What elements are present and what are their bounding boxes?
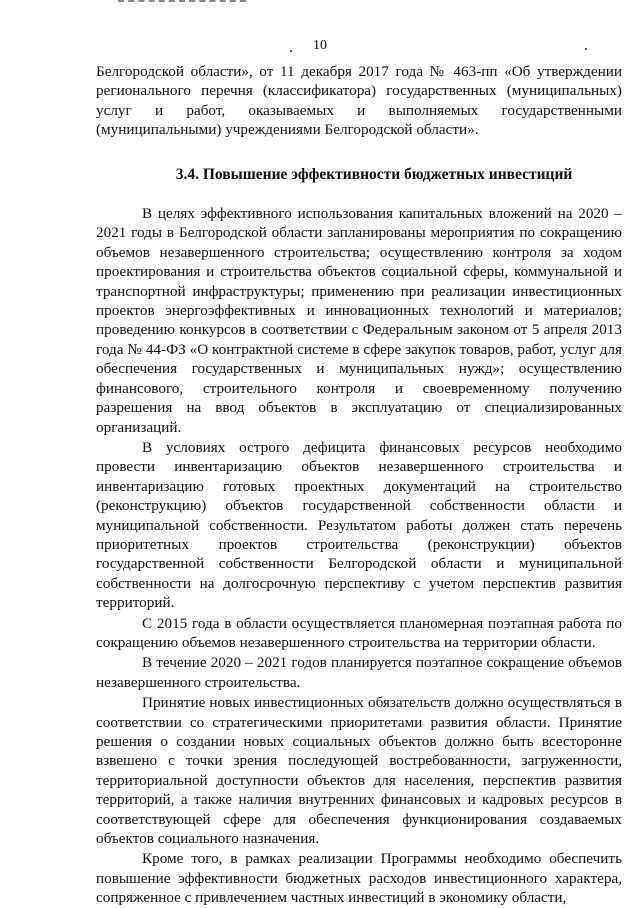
document-body (96, 62, 622, 908)
paragraph: В целях эффективного использования капитальных вложений на 2020 – 2021 годы в Белгородской области запланированы мероприятия по сокращению объемов незавершенного строительства; осуществлению контроля за ходом проектирования и строительства объектов социальной сферы, коммунальной и транспортной инфраструктуры; применению при реализации инвестиционных проектов энергоэффективных и инновационных технологий и материалов; проведению конкурсов в соответствии с Федеральным законом от 5 апреля 2013 года № 44-ФЗ «О контрактной системе в сфере закупок товаров, работ, услуг для обеспечения государственных и муниципальных нужд»; осуществлению финансового, строительного контроля и своевременному получению разрешения на ввод объектов в эксплуатацию от специализированных организаций. (96, 205, 622, 436)
paragraph: С 2015 года в области осуществляется планомерная поэтапная работа по сокращению объемов незавершенного строительства на территории области. (96, 614, 622, 651)
paragraph: Принятие новых инвестиционных обязательств должно осуществляться в соответствии со стратегическими приоритетами развития области. Принятие решения о создании новых социальных объектов должно быть всесторонне взвешено с точки зрения последующей востребованности, загруженности, территориальной доступности объектов для населения, перспектив развития территорий, а также наличия внутренних финансовых и кадровых ресурсов в соответствующей сфере для обеспечения функционирования создаваемых объектов социального назначения. (96, 694, 622, 848)
intro-paragraph: Белгородской области», от 11 декабря 2017 года № 463-пп «Об утверждении регионального перечня (классификатора) государственных (муниципальных) услуг и работ, оказываемых и выполняемых государственными (муниципальными) учреждениями Белгородской области». (96, 63, 622, 139)
section-heading: 3.4. Повышение эффективности бюджетных инвестиций (175, 165, 573, 183)
scan-edge-mark (118, 0, 246, 5)
paragraph: Кроме того, в рамках реализации Программы необходимо обеспечить повышение эффективности бюджетных расходов инвестиционного характера, сопряженное с привлечением частных инвестиций в экономику области, (96, 850, 622, 907)
page-number: 10 (313, 38, 327, 53)
paragraph: В условиях острого дефицита финансовых ресурсов необходимо провести инвентаризацию объектов незавершенного строительства и инвентаризацию готовых проектных документаций на строительство (реконструкцию) объектов государственной собственности области и муниципальной собственности. Результатом работы должен стать перечень приоритетных проектов строительства (реконструкции) объектов государственной собственности Белгородской области и муниципальной собственности на долгосрочную перспективу с учетом перспектив развития территорий. (96, 438, 622, 612)
paragraph: В течение 2020 – 2021 годов планируется поэтапное сокращение объемов незавершенного строительства. (96, 654, 622, 691)
